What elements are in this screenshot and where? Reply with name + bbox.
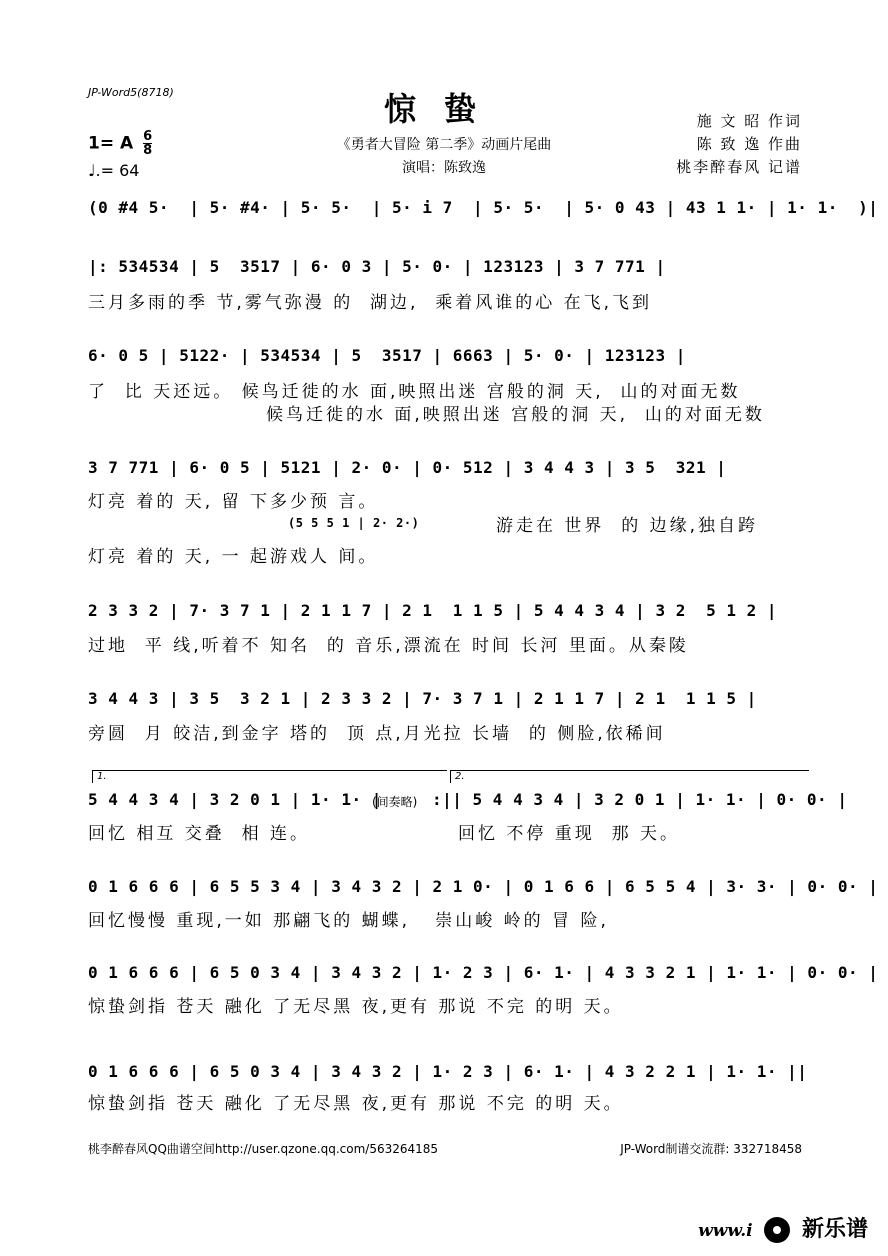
logo-url: www.i	[698, 1221, 753, 1241]
score-line-3: 6· 0 5 | 5122· | 534534 | 5 3517 | 6663 | 5· 0· | 123123 |	[88, 346, 686, 365]
key-label: 1= A	[88, 133, 134, 154]
lyrics-line-8: 回忆慢慢 重现,一如 那翩飞的 蝴蝶, 崇山峻 岭的 冒 险,	[88, 911, 609, 931]
lyrics-line-2: 三月多雨的季 节,雾气弥漫 的 湖边, 乘着风谁的心 在飞,飞到	[88, 293, 653, 313]
lyrics-line-5: 过地 平 线,听着不 知名 的 音乐,漂流在 时间 长河 里面。从秦陵	[88, 636, 689, 656]
lyrics-line-4-right: 游走在 世界 的 边缘,独自跨	[496, 516, 759, 536]
footer-left: 桃李醉春风QQ曲谱空间http://user.qzone.qq.com/563264185	[88, 1142, 439, 1156]
footer-right: JP-Word制谱交流群: 332718458	[620, 1142, 802, 1156]
song-title: 惊蛰	[383, 90, 504, 128]
time-denominator: 8	[143, 143, 153, 158]
lyrics-line-7b: 回忆 不停 重现 那 天。	[458, 824, 681, 844]
score-line-5: 2 3 3 2 | 7· 3 7 1 | 2 1 1 7 | 2 1 1 1 5 | 5 4 4 3 4 | 3 2 5 1 2 |	[88, 601, 778, 620]
transcriber-credit: 桃李醉春风 记谱	[676, 158, 802, 176]
score-line-4: 3 7 771 | 6· 0 5 | 5121 | 2· 0· | 0· 512 | 3 4 4 3 | 3 5 321 |	[88, 458, 727, 477]
score-line-intro: (0 #4 5· | 5· #4· | 5· 5· | 5· i 7 | 5· 5· | 5· 0 43 | 43 1 1· | 1· 1· )|	[88, 198, 879, 217]
logo-text: 新乐谱	[801, 1217, 868, 1242]
score-line-8: 0 1 6 6 6 | 6 5 5 3 4 | 3 4 3 2 | 2 1 0· | 0 1 6 6 | 6 5 5 4 | 3· 3· | 0· 0· |	[88, 877, 879, 896]
lyrics-line-4a: 灯亮 着的 天, 留 下多少预 言。	[88, 492, 379, 512]
lyrics-line-10: 惊蛰剑指 苍天 融化 了无尽黑 夜,更有 那说 不完 的明 天。	[88, 1094, 624, 1114]
lyrics-line-7a: 回忆 相互 交叠 相 连。	[88, 824, 311, 844]
lyrics-line-3b: 候鸟迁徙的水 面,映照出迷 宫般的洞 天, 山的对面无数	[266, 405, 765, 425]
tempo-marking: ♩.= 64	[88, 161, 140, 180]
time-numerator: 6	[143, 129, 153, 144]
song-subtitle: 《勇者大冒险 第二季》动画片尾曲	[336, 137, 552, 153]
version-label: JP-Word5(8718)	[88, 86, 174, 99]
score-alt-ending: (5 5 5 1 | 2· 2·)	[288, 516, 420, 530]
lyrics-line-6: 旁圆 月 皎洁,到金字 塔的 顶 点,月光拉 长墙 的 侧脸,依稀间	[88, 724, 666, 744]
score-line-2: |: 534534 | 5 3517 | 6· 0 3 | 5· 0· | 123123 | 3 7 771 |	[88, 257, 666, 276]
credits-block	[676, 110, 802, 179]
score-line-7a: 5 4 4 3 4 | 3 2 0 1 | 1· 1· |	[88, 790, 382, 809]
score-line-7b: :|| 5 4 4 3 4 | 3 2 0 1 | 1· 1· | 0· 0· |	[432, 790, 848, 809]
lyrics-line-9: 惊蛰剑指 苍天 融化 了无尽黑 夜,更有 那说 不完 的明 天。	[88, 997, 624, 1017]
lyricist-credit: 施 文 昭 作词	[696, 112, 802, 130]
site-logo	[698, 1212, 868, 1243]
time-signature	[143, 130, 152, 157]
record-disc-icon	[764, 1217, 790, 1243]
lyrics-line-4b: 灯亮 着的 天, 一 起游戏人 间。	[88, 547, 379, 567]
interlude-note: (间奏略)	[372, 795, 418, 809]
volta-second-ending: 2.	[450, 770, 809, 783]
singer-credit: 演唱：陈致逸	[402, 160, 486, 176]
score-line-9: 0 1 6 6 6 | 6 5 0 3 4 | 3 4 3 2 | 1· 2 3 | 6· 1· | 4 3 3 2 1 | 1· 1· | 0· 0· |	[88, 963, 879, 982]
score-line-10: 0 1 6 6 6 | 6 5 0 3 4 | 3 4 3 2 | 1· 2 3 | 6· 1· | 4 3 2 2 1 | 1· 1· ||	[88, 1062, 808, 1081]
lyrics-line-3a: 了 比 天还远。 候鸟迁徙的水 面,映照出迷 宫般的洞 天, 山的对面无数	[88, 382, 741, 402]
volta-first-ending: 1.	[92, 770, 447, 783]
key-signature	[88, 130, 152, 157]
composer-credit: 陈 致 逸 作曲	[696, 135, 802, 153]
score-line-6: 3 4 4 3 | 3 5 3 2 1 | 2 3 3 2 | 7· 3 7 1 | 2 1 1 7 | 2 1 1 1 5 |	[88, 689, 757, 708]
